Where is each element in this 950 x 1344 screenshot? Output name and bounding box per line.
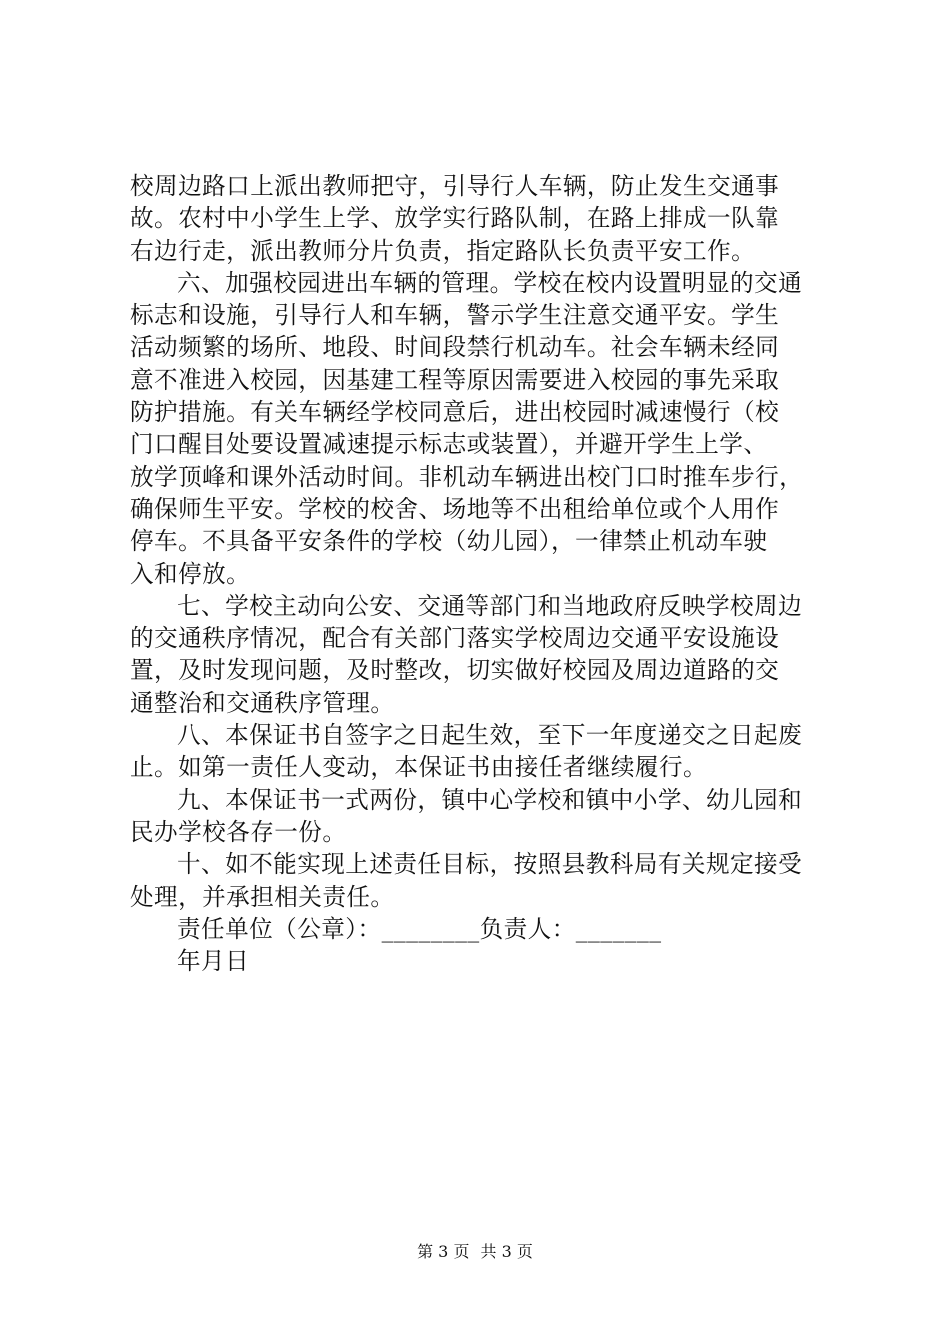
text-line: 处理，并承担相关责任。	[130, 882, 395, 911]
text-line: 标志和设施，引导行人和车辆，警示学生注意交通平安。学生	[130, 301, 780, 330]
text-line: 意不准进入校园，因基建工程等原因需要进入校园的事先采取	[130, 365, 780, 394]
text-line: 确保师生平安。学校的校舍、场地等不出租给单位或个人用作	[130, 494, 780, 523]
text-line: 民办学校各存一份。	[130, 817, 347, 846]
text-line: 置，及时发现问题，及时整改，切实做好校园及周边道路的交	[130, 656, 780, 685]
text-line: 门口醒目处要设置减速提示标志或装置），并避开学生上学、	[130, 430, 768, 459]
section-9-heading-line: 九、本保证书一式两份，镇中心学校和镇中小学、幼儿园和	[177, 785, 803, 814]
date-line: 年月日	[177, 947, 250, 976]
text-line: 活动频繁的场所、地段、时间段禁行机动车。社会车辆未经同	[130, 333, 780, 362]
text-line: 停车。不具备平安条件的学校（幼儿园），一律禁止机动车驶	[130, 527, 768, 556]
text-line: 故。农村中小学生上学、放学实行路队制，在路上排成一队靠	[130, 204, 780, 233]
text-line: 入和停放。	[130, 559, 251, 588]
page-footer	[0, 1242, 950, 1262]
text-line: 通整治和交通秩序管理。	[130, 688, 395, 717]
text-line: 右边行走，派出教师分片负责，指定路队长负责平安工作。	[130, 236, 756, 265]
text-line: 防护措施。有关车辆经学校同意后，进出校园时减速慢行（校	[130, 398, 780, 427]
section-10-heading-line: 十、如不能实现上述责任目标，按照县教科局有关规定接受	[177, 850, 803, 879]
text-line: 放学顶峰和课外活动时间。非机动车辆进出校门口时推车步行，	[130, 462, 804, 491]
text-line: 止。如第一责任人变动，本保证书由接任者继续履行。	[130, 753, 708, 782]
page-total: 共 3 页	[480, 1242, 533, 1261]
text-line: 校周边路口上派出教师把守，引导行人车辆，防止发生交通事	[130, 172, 780, 200]
section-7-heading-line: 七、学校主动向公安、交通等部门和当地政府反映学校周边	[177, 591, 803, 620]
section-6-heading-line: 六、加强校园进出车辆的管理。学校在校内设置明显的交通	[177, 268, 803, 297]
signature-line: 责任单位（公章）：________负责人：_______	[177, 914, 662, 943]
section-8-heading-line: 八、本保证书自签字之日起生效，至下一年度递交之日起废	[177, 721, 803, 750]
text-line: 的交通秩序情况，配合有关部门落实学校周边交通平安设施设	[130, 624, 780, 653]
page-number: 第 3 页	[417, 1242, 470, 1261]
document-body	[130, 170, 836, 977]
